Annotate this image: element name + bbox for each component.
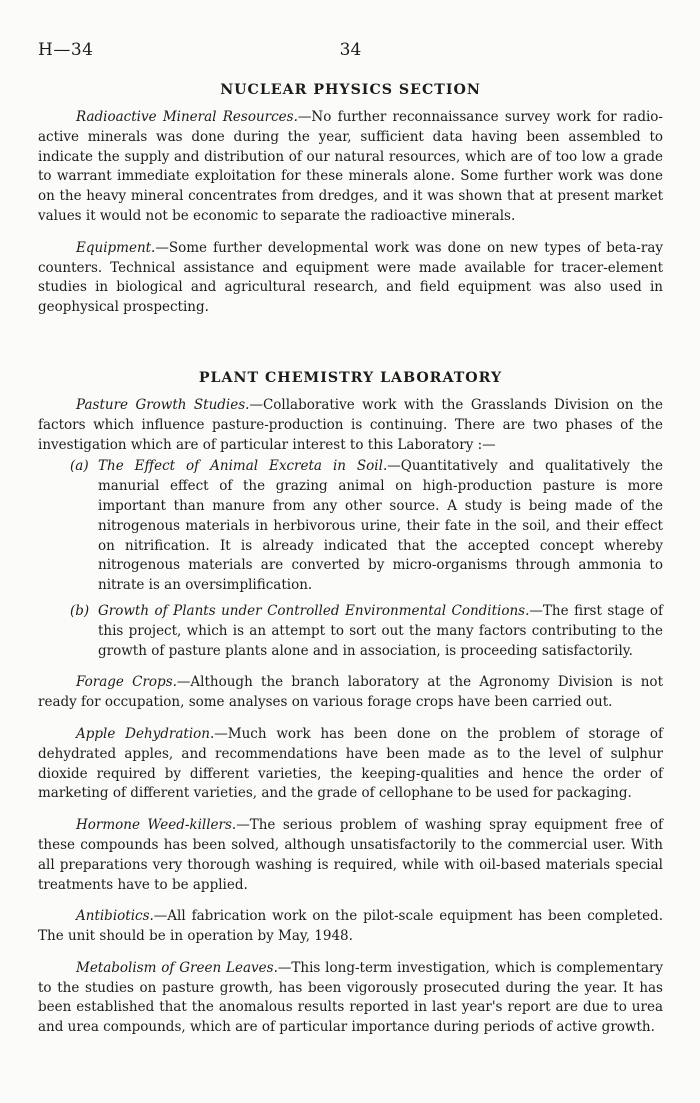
paragraph-metabolism-of-green-leaves [38,959,663,1038]
paragraph-body: —The first stage of this project, which is an attempt to sort out the many factors contributing to the growth of pasture plants alone and in association, is proceeding satisfactorily. [98,602,664,659]
paragraph-lead: Forage Crops. [76,674,177,691]
paragraph-body: —Some further developmental work was done on new types of beta-ray counters. Technical assistance and equipment were made available for tracer-element studies in biological and agricultural research, and field equipment was also used in geophysical prospecting. [38,239,663,316]
paragraph-lead: Equipment. [76,239,156,256]
subitem-label: (b) [70,602,90,619]
paragraph-lead: Apple Dehydration. [76,725,215,742]
paragraph-lead: Pasture Growth Studies. [76,396,250,413]
paragraph-lead: Metabolism of Green Leaves. [76,959,278,976]
subitem-b [38,602,663,661]
section-heading-nuclear-physics: NUCLEAR PHYSICS SECTION [220,82,481,98]
section-heading-plant-chemistry: PLANT CHEMISTRY LABORATORY [198,369,503,386]
paragraph-lead: The Effect of Animal Excreta in Soil. [98,458,388,475]
paragraph-hormone-weed-killers [38,816,663,895]
paragraph-body: —Much work has been done on the problem of storage of dehydrated apples, and recommendations have been made as to the level of sulphur dioxide required by different varieties, the keeping-qualities and hence the order of marketing of different varieties, and the grade of cellophane to be used for packaging. [38,725,664,802]
paragraph-body: —This long-term investigation, which is complementary to the studies on pasture growth, has been vigorously prosecuted during the year. It has been established that the anomalous results reported in last year's report are due to urea and urea compounds, which are of particular importance during periods of active growth. [38,959,664,1036]
subitem-text [98,602,663,661]
page-number: 34 [339,40,362,60]
paragraph-body: —Quantitatively and qualitatively the manurial effect of the grazing animal on high-production pasture is more important than manure from any other source. A study is being made of the nitrogenous materials in herbivorous urine, their fate in the soil, and their effect on nitrification. It is already indicated that the accepted concept whereby nitrogenous materials are converted by micro-organisms through ammonia to nitrate is an oversimplification. [98,458,663,594]
document-reference: H—34 [38,40,94,60]
paragraph-lead: Antibiotics. [76,908,154,925]
paragraph-apple-dehydration [38,725,663,804]
paragraph-radioactive-mineral-resources [38,108,663,227]
paragraph-body: —The serious problem of washing spray equipment free of these compounds has been solved, although unsatisfactorily to the commercial user. With all preparations very thorough washing is required, while with oil-based materials special treatments have to be applied. [38,817,663,893]
paragraph-lead: Radioactive Mineral Resources. [76,109,298,125]
paragraph-body: —Although the branch laboratory at the Agronomy Division is not ready for occupation, some analyses on various forage crops have been carried out. [38,674,663,711]
paragraph-lead: Growth of Plants under Controlled Environmental Conditions. [98,602,530,619]
paragraph-body: —Collaborative work with the Grasslands Division on the factors which influence pasture-production is continuing. There are two phases of the investigation which are of particular interest to this Laboratory :— [38,396,663,453]
subitem-label: (a) [70,458,89,475]
paragraph-lead: Hormone Weed-killers. [76,817,237,834]
paragraph-pasture-growth-studies [38,396,663,455]
paragraph-equipment [38,239,663,318]
paragraph-body: —No further reconnaissance survey work for radio-active minerals was done during the year, sufficient data having been assembled to indicate the supply and distribution of our natural resources, which are of too low a grade to warrant immediate exploitation for these minerals alone. Some further work was done on the heavy mineral concentrates from dredges, and it was shown that at present market values it would not be economic to separate the radioactive minerals. [38,109,663,224]
running-header [38,0,663,60]
paragraph-antibiotics [38,907,663,947]
subitem-text [98,457,663,596]
subitem-a [38,457,663,596]
paragraph-forage-crops [38,673,663,713]
paragraph-body: —All fabrication work on the pilot-scale equipment has been completed. The unit should be in operation by May, 1948. [38,908,663,945]
